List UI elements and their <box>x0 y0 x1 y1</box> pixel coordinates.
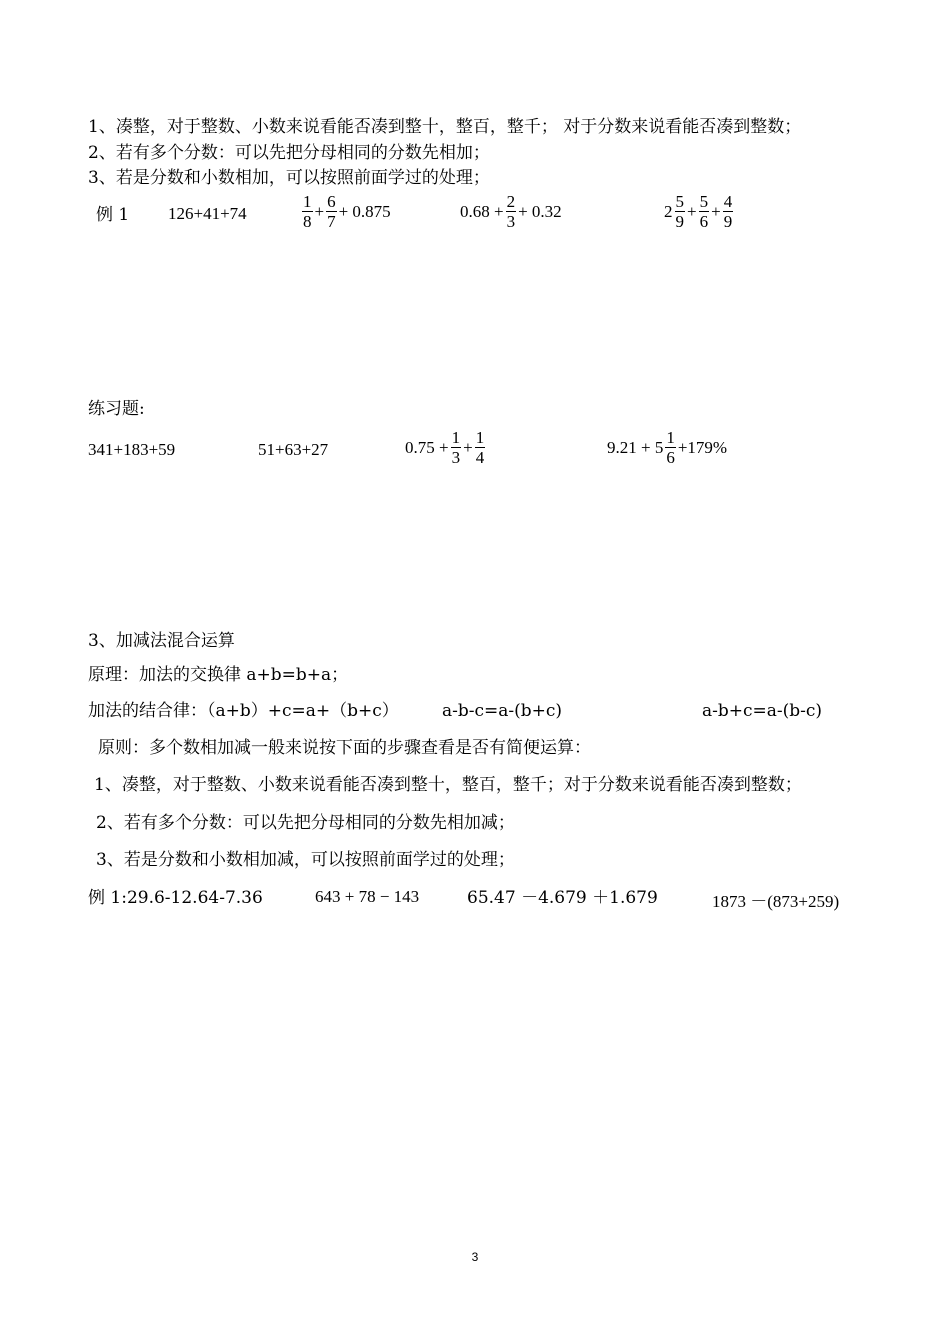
numerator: 4 <box>723 192 733 211</box>
section3-example-expr2: 643 + 78 − 143 <box>315 887 420 906</box>
section3-step1: 1、凑整，对于整数、小数来说看能否凑到整十，整百，整千；对于分数来说看能否凑到整数； <box>94 775 802 795</box>
expr-tail: +179% <box>677 437 728 457</box>
page-number: 3 <box>471 1250 479 1264</box>
denominator: 7 <box>327 212 336 231</box>
fraction <box>506 192 517 231</box>
section3-assoc: 加法的结合律：（a+b）+c=a+（b+c） <box>88 701 399 721</box>
denominator: 9 <box>675 212 684 231</box>
denominator: 9 <box>723 212 733 231</box>
numerator: 1 <box>303 192 312 211</box>
denominator: 4 <box>475 448 485 467</box>
practice-title: 练习题: <box>88 399 145 419</box>
numerator: 6 <box>327 192 336 211</box>
fraction <box>302 192 313 231</box>
denominator: 8 <box>303 212 312 231</box>
section3-rule-sub1: a-b-c=a-(b+c) <box>442 701 563 721</box>
fraction <box>665 428 676 467</box>
intro-rule-1: 1、凑整，对于整数、小数来说看能否凑到整十，整百，整千； 对于分数来说看能否凑到整数； <box>88 117 802 137</box>
example1-expr1: 126+41+74 <box>168 204 247 223</box>
practice-expr2: 51+63+27 <box>258 440 329 459</box>
denominator: 3 <box>506 212 516 231</box>
numerator: 5 <box>699 192 709 211</box>
denominator: 3 <box>451 448 461 467</box>
expr-head: 9.21 + 5 <box>607 437 664 457</box>
operator: + <box>711 201 721 221</box>
intro-rule-3: 3、若是分数和小数相加，可以按照前面学过的处理； <box>88 168 490 188</box>
fraction <box>675 192 686 231</box>
section3-example-expr3: 65.47 －4.679 ＋1.679 <box>467 888 658 908</box>
expr-tail: + 0.32 <box>518 201 562 221</box>
operator: + <box>314 201 325 221</box>
operator: + <box>463 437 473 457</box>
denominator: 6 <box>699 212 709 231</box>
fraction <box>451 428 462 467</box>
numerator: 5 <box>675 192 684 211</box>
section3-example-label: 例 1:29.6-12.64-7.36 <box>88 888 263 908</box>
intro-rule-2: 2、若有多个分数：可以先把分母相同的分数先相加； <box>88 143 490 163</box>
section3-example-expr4: 1873 －(873+259) <box>712 892 840 911</box>
whole-number: 2 <box>664 201 673 221</box>
fraction <box>723 192 734 231</box>
expr-head: 0.75 + <box>405 437 449 457</box>
expr-head: 0.68 + <box>460 201 504 221</box>
practice-expr4 <box>607 428 727 467</box>
section3-step2: 2、若有多个分数：可以先把分母相同的分数先相加减； <box>96 813 515 833</box>
example1-expr3 <box>460 192 562 231</box>
fraction <box>475 428 486 467</box>
section3-title: 3、加减法混合运算 <box>88 631 235 651</box>
example1-expr4 <box>664 192 735 231</box>
practice-expr3 <box>405 428 487 467</box>
numerator: 1 <box>451 428 461 447</box>
fraction <box>699 192 710 231</box>
denominator: 6 <box>666 448 675 467</box>
expr-tail: + 0.875 <box>338 201 391 221</box>
section3-rule-sub2: a-b+c=a-(b-c) <box>702 701 823 721</box>
section3-guideline: 原则：多个数相加减一般来说按下面的步骤查看是否有简便运算： <box>98 738 591 758</box>
numerator: 1 <box>666 428 675 447</box>
section3-principle: 原理：加法的交换律 a+b=b+a； <box>88 665 349 685</box>
example1-label: 例 1 <box>96 205 130 225</box>
fraction <box>326 192 337 231</box>
example1-expr2 <box>300 192 391 231</box>
section3-step3: 3、若是分数和小数相加减，可以按照前面学过的处理； <box>96 850 515 870</box>
practice-expr1: 341+183+59 <box>88 440 176 459</box>
operator: + <box>687 201 697 221</box>
numerator: 1 <box>475 428 485 447</box>
numerator: 2 <box>506 192 516 211</box>
